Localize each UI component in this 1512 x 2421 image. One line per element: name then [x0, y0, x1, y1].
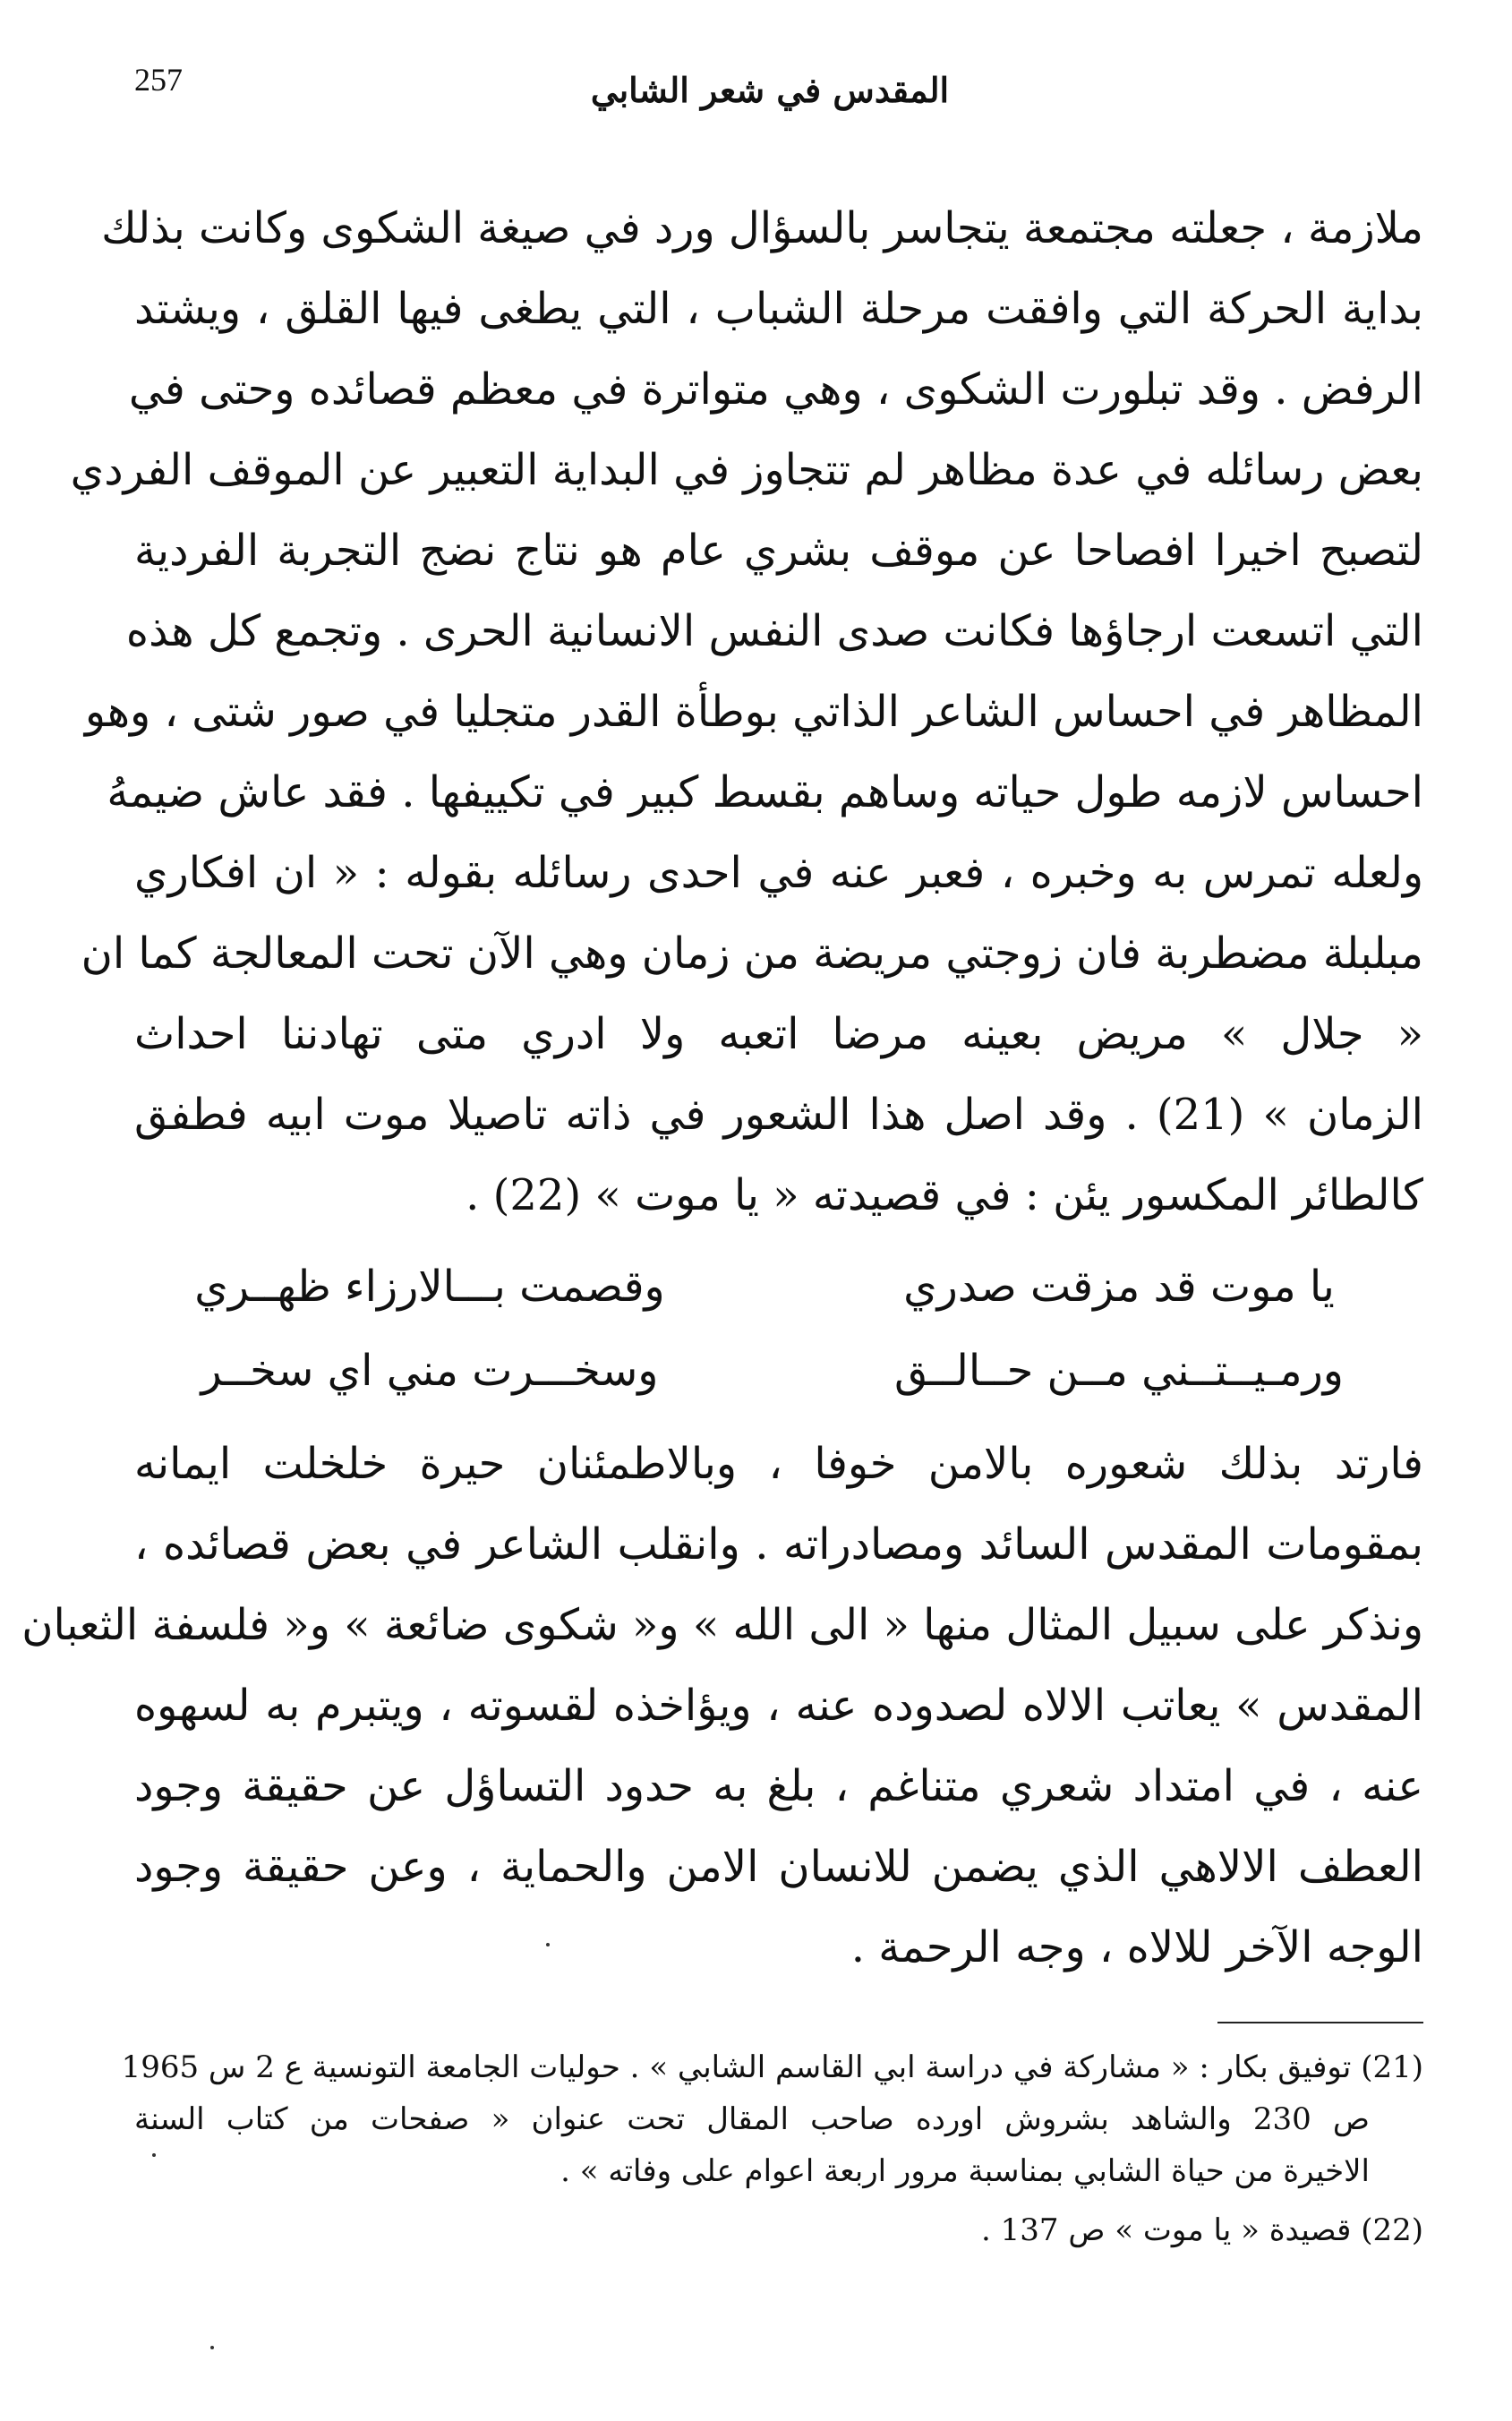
text-line: التي اتسعت ارجاؤها فكانت صدى النفس الانسانية الحرى . وتجمع كل هذه	[125, 606, 1423, 656]
text-line: المظاهر في احساس الشاعر الذاتي بوطأة القدر متجليا في صور شتى ، وهو	[84, 687, 1423, 737]
text-line: ونذكر على سبيل المثال منها « الى الله » و« شكوى ضائعة » و« فلسفة الثعبان	[21, 1600, 1423, 1650]
footnote-line: ص 230 والشاهد بشروش اورده صاحب المقال تحت عنوان « صفحات من كتاب السنة	[134, 2101, 1370, 2137]
poem-first-hemistich: ورمـيــتــني مــن حــالــق	[894, 1346, 1344, 1396]
footnote-21	[121, 2041, 1423, 2197]
text-line: ملازمة ، جعلته مجتمعة يتجاسر بالسؤال ورد في صيغة الشكوى وكانت بذلك	[101, 203, 1423, 253]
text-line: الرفض . وقد تبلورت الشكوى ، وهي متواترة في معظم قصائده وحتى في	[128, 364, 1423, 415]
text-line: « جلال » مريض بعينه مرضا اتعبه ولا ادري متى تهادننا احداث	[134, 1009, 1423, 1059]
poem-first-hemistich: يا موت قد مزقت صدري	[903, 1262, 1335, 1312]
paragraph-2	[21, 1424, 1424, 1988]
running-head: المقدس في شعر الشابي	[590, 70, 950, 110]
text-line: احساس لازمه طول حياته وساهم بقسط كبير في تكييفها . فقد عاش ضيمهُ	[107, 767, 1423, 817]
text-line: ولعله تمرس به وخبره ، فعبر عنه في احدى رسائله بقوله : « ان افكاري	[134, 848, 1423, 898]
poem-second-hemistich: وقصمت بـــالارزاء ظهــري	[194, 1262, 665, 1312]
paragraph-1	[70, 188, 1423, 1236]
footnote-22	[134, 2204, 1423, 2256]
footnote-line: (22) قصيدة « يا موت » ص 137 .	[981, 2212, 1423, 2248]
footnote-line: (21) توفيق بكار : « مشاركة في دراسة ابي القاسم الشابي » . حوليات الجامعة التونسية ع 2 س 1965	[121, 2049, 1423, 2085]
text-line: بعض رسائله في عدة مظاهر لم تتجاوز في البداية التعبير عن الموقف الفردي	[70, 445, 1423, 495]
text-line: فارتد بذلك شعوره بالامن خوفا ، وبالاطمئنان حيرة خلخلت ايمانه	[134, 1439, 1423, 1489]
poem-second-hemistich: وسخـــرت مني اي سخــر	[201, 1346, 659, 1396]
text-line: المقدس » يعاتب الالاه لصدوده عنه ، ويؤاخذه لقسوته ، ويتبرم به لسهوه	[134, 1681, 1423, 1731]
text-line: بداية الحركة التي وافقت مرحلة الشباب ، التي يطغى فيها القلق ، ويشتد	[134, 284, 1423, 334]
poem-verse	[179, 1329, 1370, 1413]
footnote-line: الاخيرة من حياة الشابي بمناسبة مرور اربعة اعوام على وفاته » .	[560, 2153, 1370, 2189]
footnotes	[121, 2041, 1423, 2263]
print-speck	[152, 2153, 156, 2157]
text-line: عنه ، في امتداد شعري متناغم ، بلغ به حدود التساؤل عن حقيقة وجود	[134, 1761, 1424, 1811]
poem-verses	[179, 1245, 1370, 1413]
text-line: كالطائر المكسور يئن : في قصيدته « يا موت » (22) .	[466, 1170, 1423, 1220]
text-line: الزمان » (21) . وقد اصل هذا الشعور في ذاته تاصيلا موت ابيه فطفق	[134, 1090, 1423, 1140]
print-speck	[546, 1943, 550, 1946]
print-speck	[210, 2346, 214, 2349]
text-line: مبلبلة مضطربة فان زوجتي مريضة من زمان وهي الآن تحت المعالجة كما ان	[81, 928, 1423, 979]
page-number: 257	[134, 62, 183, 98]
text-line: العطف الالاهي الذي يضمن للانسان الامن والحماية ، وعن حقيقة وجود	[134, 1842, 1423, 1892]
text-line: الوجه الآخر للالاه ، وجه الرحمة .	[850, 1922, 1423, 1972]
text-line: لتصبح اخيرا افصاحا عن موقف بشري عام هو نتاج نضج التجربة الفردية	[134, 526, 1423, 576]
footnote-divider	[1217, 2022, 1423, 2023]
text-line: بمقومات المقدس السائد ومصادراته . وانقلب الشاعر في بعض قصائده ،	[134, 1519, 1423, 1570]
poem-verse	[179, 1245, 1370, 1329]
